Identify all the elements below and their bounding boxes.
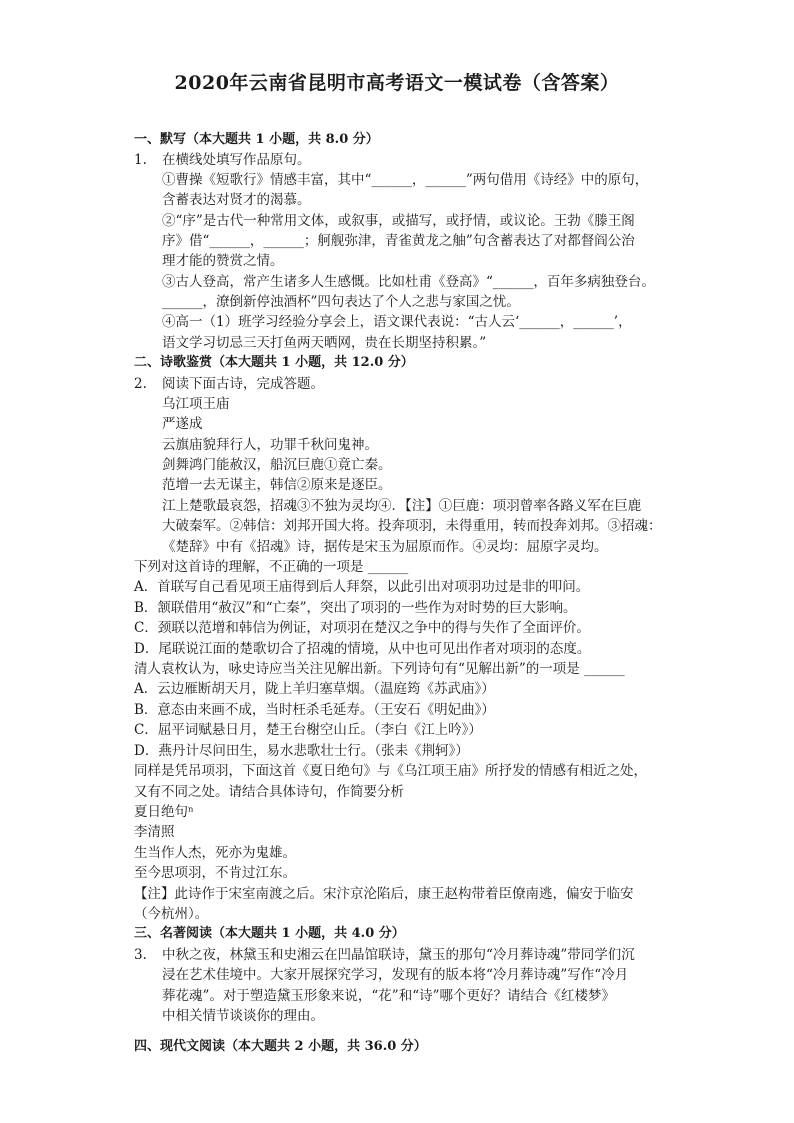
page-title: 2020年云南省昆明市高考语文一模试卷（含答案） <box>174 72 620 94</box>
question-line: 中秋之夜，林黛玉和史湘云在凹晶馆联诗，黛玉的那句“冷月葬诗魂”带同学们沉 <box>162 947 635 963</box>
poem-note: 《楚辞》中有《招魂》诗，据传是宋玉为屈原而作。④灵均：屈原字灵均。 <box>162 539 608 555</box>
poem-author: 李清照 <box>134 824 175 840</box>
option-d: D．尾联说江面的楚歌切合了招魂的情境，从中也可见出作者对项羽的态度。 <box>134 641 591 657</box>
question-line: 葬花魂”。对于塑造黛玉形象来说，“花”和“诗”哪个更好？请结合《红楼梦》 <box>162 988 616 1004</box>
question-stem: 在横线处填写作品原句。 <box>162 152 311 168</box>
poem-note: 大破秦军。②韩信：刘邦开国大将。投奔项羽，未得重用，转而投奔刘邦。③招魂： <box>162 518 662 534</box>
section-heading-modern-reading: 四、现代文阅读（本大题共 2 小题，共 36.0 分） <box>134 1039 427 1054</box>
option-c: C．屈平词赋悬日月，楚王台榭空山丘。（李白《江上吟》） <box>134 722 482 738</box>
section-heading-poetry: 二、诗歌鉴赏（本大题共 1 小题，共 12.0 分） <box>134 355 414 370</box>
question-line: ______，潦倒新停浊酒杯”四句表达了个人之悲与家国之忧。 <box>162 294 520 310</box>
question-line: 语文学习切忌三天打鱼两天晒网，贵在长期坚持积累。” <box>162 335 487 351</box>
section-heading-classics: 三、名著阅读（本大题共 1 小题，共 4.0 分） <box>134 926 405 941</box>
poem-note: （今杭州）。 <box>134 906 209 922</box>
question-number: 2. <box>134 376 147 392</box>
question-line: 序》借“______，______；舸舰弥津，青雀黄龙之舳”句含蓄表达了对都督阎公治 <box>162 233 635 249</box>
question-line: ①曹操《短歌行》情感丰富，其中“______，______”两句借用《诗经》中的原句， <box>162 172 649 188</box>
section-heading-dictation: 一、默写（本大题共 1 小题，共 8.0 分） <box>134 132 379 147</box>
poem-line: 江上楚歌最哀怨，招魂③不独为灵均④．【注】①巨鹿：项羽曾率各路义军在巨鹿 <box>162 498 642 514</box>
poem-line: 范增一去无谋主，韩信②原来是逐臣。 <box>162 477 392 493</box>
poem-title: 乌江项王庙 <box>162 396 230 412</box>
poem-author: 严遂成 <box>162 416 203 432</box>
question-number: 3. <box>134 947 147 963</box>
question-line: 理才能的赞赏之情。 <box>162 253 284 269</box>
poem-line: 云旗庙貌拜行人，功罪千秋问鬼神。 <box>162 437 378 453</box>
question-stem: 阅读下面古诗，完成答题。 <box>162 376 324 392</box>
option-a: A．云边雁断胡天月，陇上羊归塞草烟。（温庭筠《苏武庙》） <box>134 681 495 697</box>
question-line: 含蓄表达对贤才的渴慕。 <box>162 192 311 208</box>
option-c: C．颈联以范增和韩信为例证，对项羽在楚汉之争中的得与失作了全面评价。 <box>134 620 590 636</box>
question-line: ④高一（1）班学习经验分享会上，语文课代表说：“古人云‘______，______’， <box>162 314 632 330</box>
sub-question-stem: 清人袁枚认为，咏史诗应当关注见解出新。下列诗句有“见解出新”的一项是 ______ <box>134 661 625 677</box>
poem-line: 生当作人杰，死亦为鬼雄。 <box>134 845 296 861</box>
option-b: B．颔联借用“赦汉”和“亡秦”，突出了项羽的一些作为对时势的巨大影响。 <box>134 600 577 616</box>
sub-question-line: 同样是凭吊项羽，下面这首《夏日绝句》与《乌江项王庙》所抒发的情感有相近之处， <box>134 763 647 779</box>
poem-title: 夏日绝句ⁿ <box>134 804 194 820</box>
poem-line: 剑舞鸿门能赦汉，船沉巨鹿①竟亡秦。 <box>162 457 392 473</box>
option-a: A．首联写自己看见项王庙得到后人拜祭，以此引出对项羽功过是非的叩问。 <box>134 579 590 595</box>
option-d: D．燕丹计尽问田生，易水悲歌壮士行。（张耒《荆轲》） <box>134 743 469 759</box>
question-line: ②“序”是古代一种常用文体，或叙事，或描写，或抒情，或议论。王勃《滕王阁 <box>162 213 635 229</box>
poem-note: 【注】此诗作于宋室南渡之后。宋汴京沦陷后，康王赵构带着臣僚南逃，偏安于临安 <box>134 886 634 902</box>
poem-line: 至今思项羽，不肯过江东。 <box>134 865 296 881</box>
question-line: ③古人登高，常产生诸多人生感慨。比如杜甫《登高》“______，百年多病独登台。 <box>162 274 655 290</box>
question-line: 浸在艺术佳境中。大家开展探究学习，发现有的版本将“冷月葬诗魂”写作“冷月 <box>162 967 629 983</box>
question-number: 1. <box>134 152 147 168</box>
sub-question-line: 又有不同之处。请结合具体诗句，作简要分析 <box>134 784 404 800</box>
question-line: 中相关情节谈谈你的理由。 <box>162 1008 324 1024</box>
sub-question-stem: 下列对这首诗的理解，不正确的一项是 ______ <box>134 559 409 575</box>
option-b: B．意态由来画不成，当时枉杀毛延寿。（王安石《明妃曲》） <box>134 702 495 718</box>
